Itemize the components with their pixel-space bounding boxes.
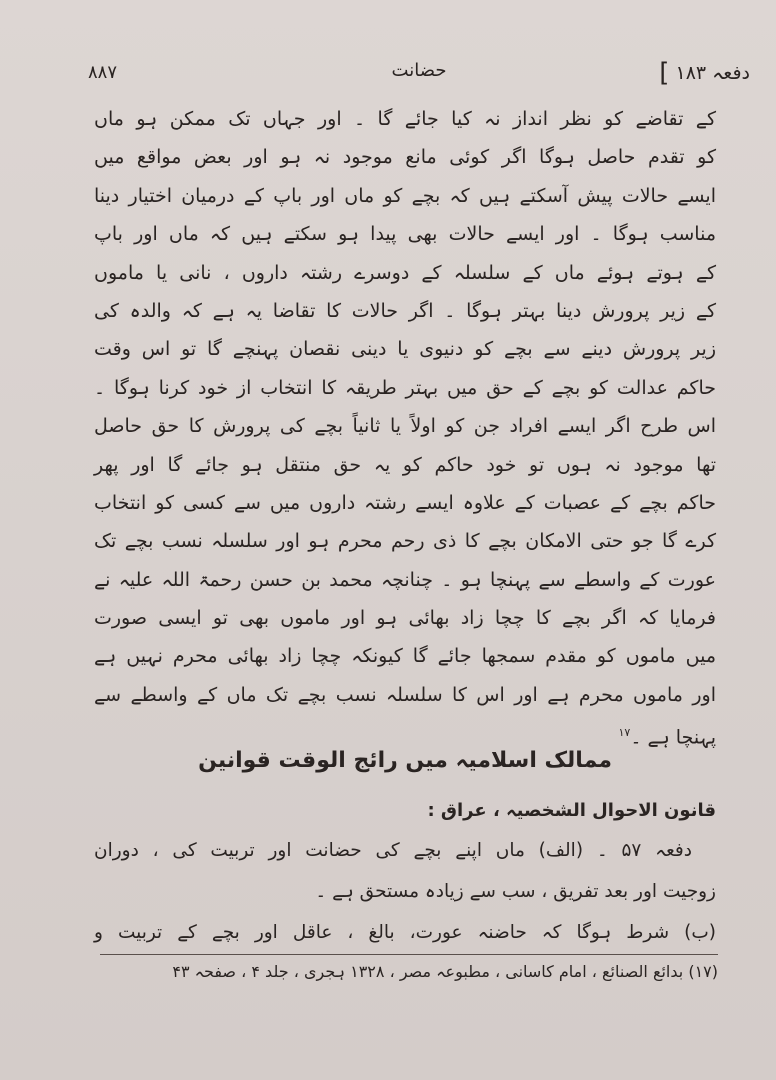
text-line: کے تقاضے کو نظر انداز نہ کیا جائے گا ۔ اور جہاں تک ممکن ہو ماں — [94, 108, 716, 130]
text-line: میں ماموں کو مقدم سمجھا جائے گا کیونکہ چچا زاد بھائی محرم نہیں ہے — [94, 645, 716, 668]
text-line: اور ماموں محرم ہے اور اس کا سلسلہ نسب بچے تک ماں کے واسطے سے — [94, 683, 716, 706]
last-line-text: پہنچا ہے ۔ — [630, 726, 716, 749]
text-line: کے زیر پرورش دینا بہتر ہوگا ۔ اگر حالات کا تقاضا یہ ہے کہ والدہ کی — [94, 299, 716, 322]
body-paragraph — [94, 100, 716, 753]
section-reference — [655, 58, 750, 88]
law-text — [94, 830, 716, 953]
text-line: اس طرح اگر ایسے افراد جن کو اولاً یا ثانیاً بچے کی پرورش کا حق حاصل — [94, 415, 716, 438]
text-line: فرمایا کہ اگر بچے کا چچا زاد بھائی ہو اور ماموں بھی تو ایسی صورت — [94, 607, 716, 630]
section-bracket: ] — [659, 58, 670, 88]
footnote-divider — [100, 954, 718, 955]
text-line: حاکم عدالت کو بچے کے حق میں بہتر طریقہ کا انتخاب از خود کرنا ہوگا ۔ — [94, 376, 716, 399]
text-line: عورت کے واسطے سے پہنچا ہو ۔ چنانچہ محمد بن حسن رحمۃ اللہ علیہ نے — [94, 568, 716, 591]
page-number: ۸۸۷ — [88, 62, 118, 83]
law-line: زوجیت اور بعد تفریق ، سب سے زیادہ مستحق ہے ۔ — [315, 881, 716, 902]
text-line: ایسے حالات پیش آسکتے ہیں کہ بچے کو ماں اور باپ کے درمیان اختیار دینا — [94, 184, 716, 207]
text-line: کے ہوتے ہوئے ماں کے سلسلہ کے دوسرے رشتہ داروں ، نانی یا ماموں — [94, 261, 716, 284]
footnote: (۱۷) بدائع الصنائع ، امام کاسانی ، مطبوعہ مصر ، ۱۳۲۸ ہجری ، جلد ۴ ، صفحہ ۴۳ — [172, 962, 718, 981]
footnote-marker: ۱۷ — [618, 726, 631, 740]
text-line: کرے گا جو حتی الامکان بچے کا ذی رحم محرم ہو اور سلسلہ نسب بچے تک — [94, 530, 716, 553]
running-head-title: حضانت — [391, 60, 447, 81]
text-line: حاکم بچے کے عصبات کے علاوہ ایسے رشتہ داروں میں سے کسی کو انتخاب — [94, 491, 716, 514]
section-reference-text: دفعہ ۱۸۳ — [675, 62, 750, 84]
running-head — [88, 58, 750, 92]
text-line: تھا موجود نہ ہوں تو خود حاکم کو یہ حق منتقل ہو جائے گا اور پھر — [94, 453, 716, 476]
section-heading: ممالک اسلامیہ میں رائج الوقت قوانین — [198, 748, 612, 773]
law-line: دفعہ ۵۷ ۔ (الف) ماں اپنے بچے کی حضانت اور تربیت کی ، دوران — [94, 840, 692, 861]
text-line: زیر پرورش دینے سے بچے کو دنیوی یا دینی نقصان پہنچے گا تو اس وقت — [94, 338, 716, 361]
law-line: (ب) شرط ہوگا کہ حاضنہ عورت، بالغ ، عاقل اور بچے کے تربیت و — [94, 922, 716, 943]
law-title: قانون الاحوال الشخصیہ ، عراق : — [427, 800, 716, 821]
text-line: مناسب ہوگا ۔ اور ایسے حالات بھی پیدا ہو سکتے ہیں کہ ماں اور باپ — [94, 223, 716, 246]
text-line: کو تقدم حاصل ہوگا اگر کوئی مانع موجود نہ ہو اور بعض مواقع میں — [94, 146, 716, 169]
text-line-last — [94, 714, 716, 752]
